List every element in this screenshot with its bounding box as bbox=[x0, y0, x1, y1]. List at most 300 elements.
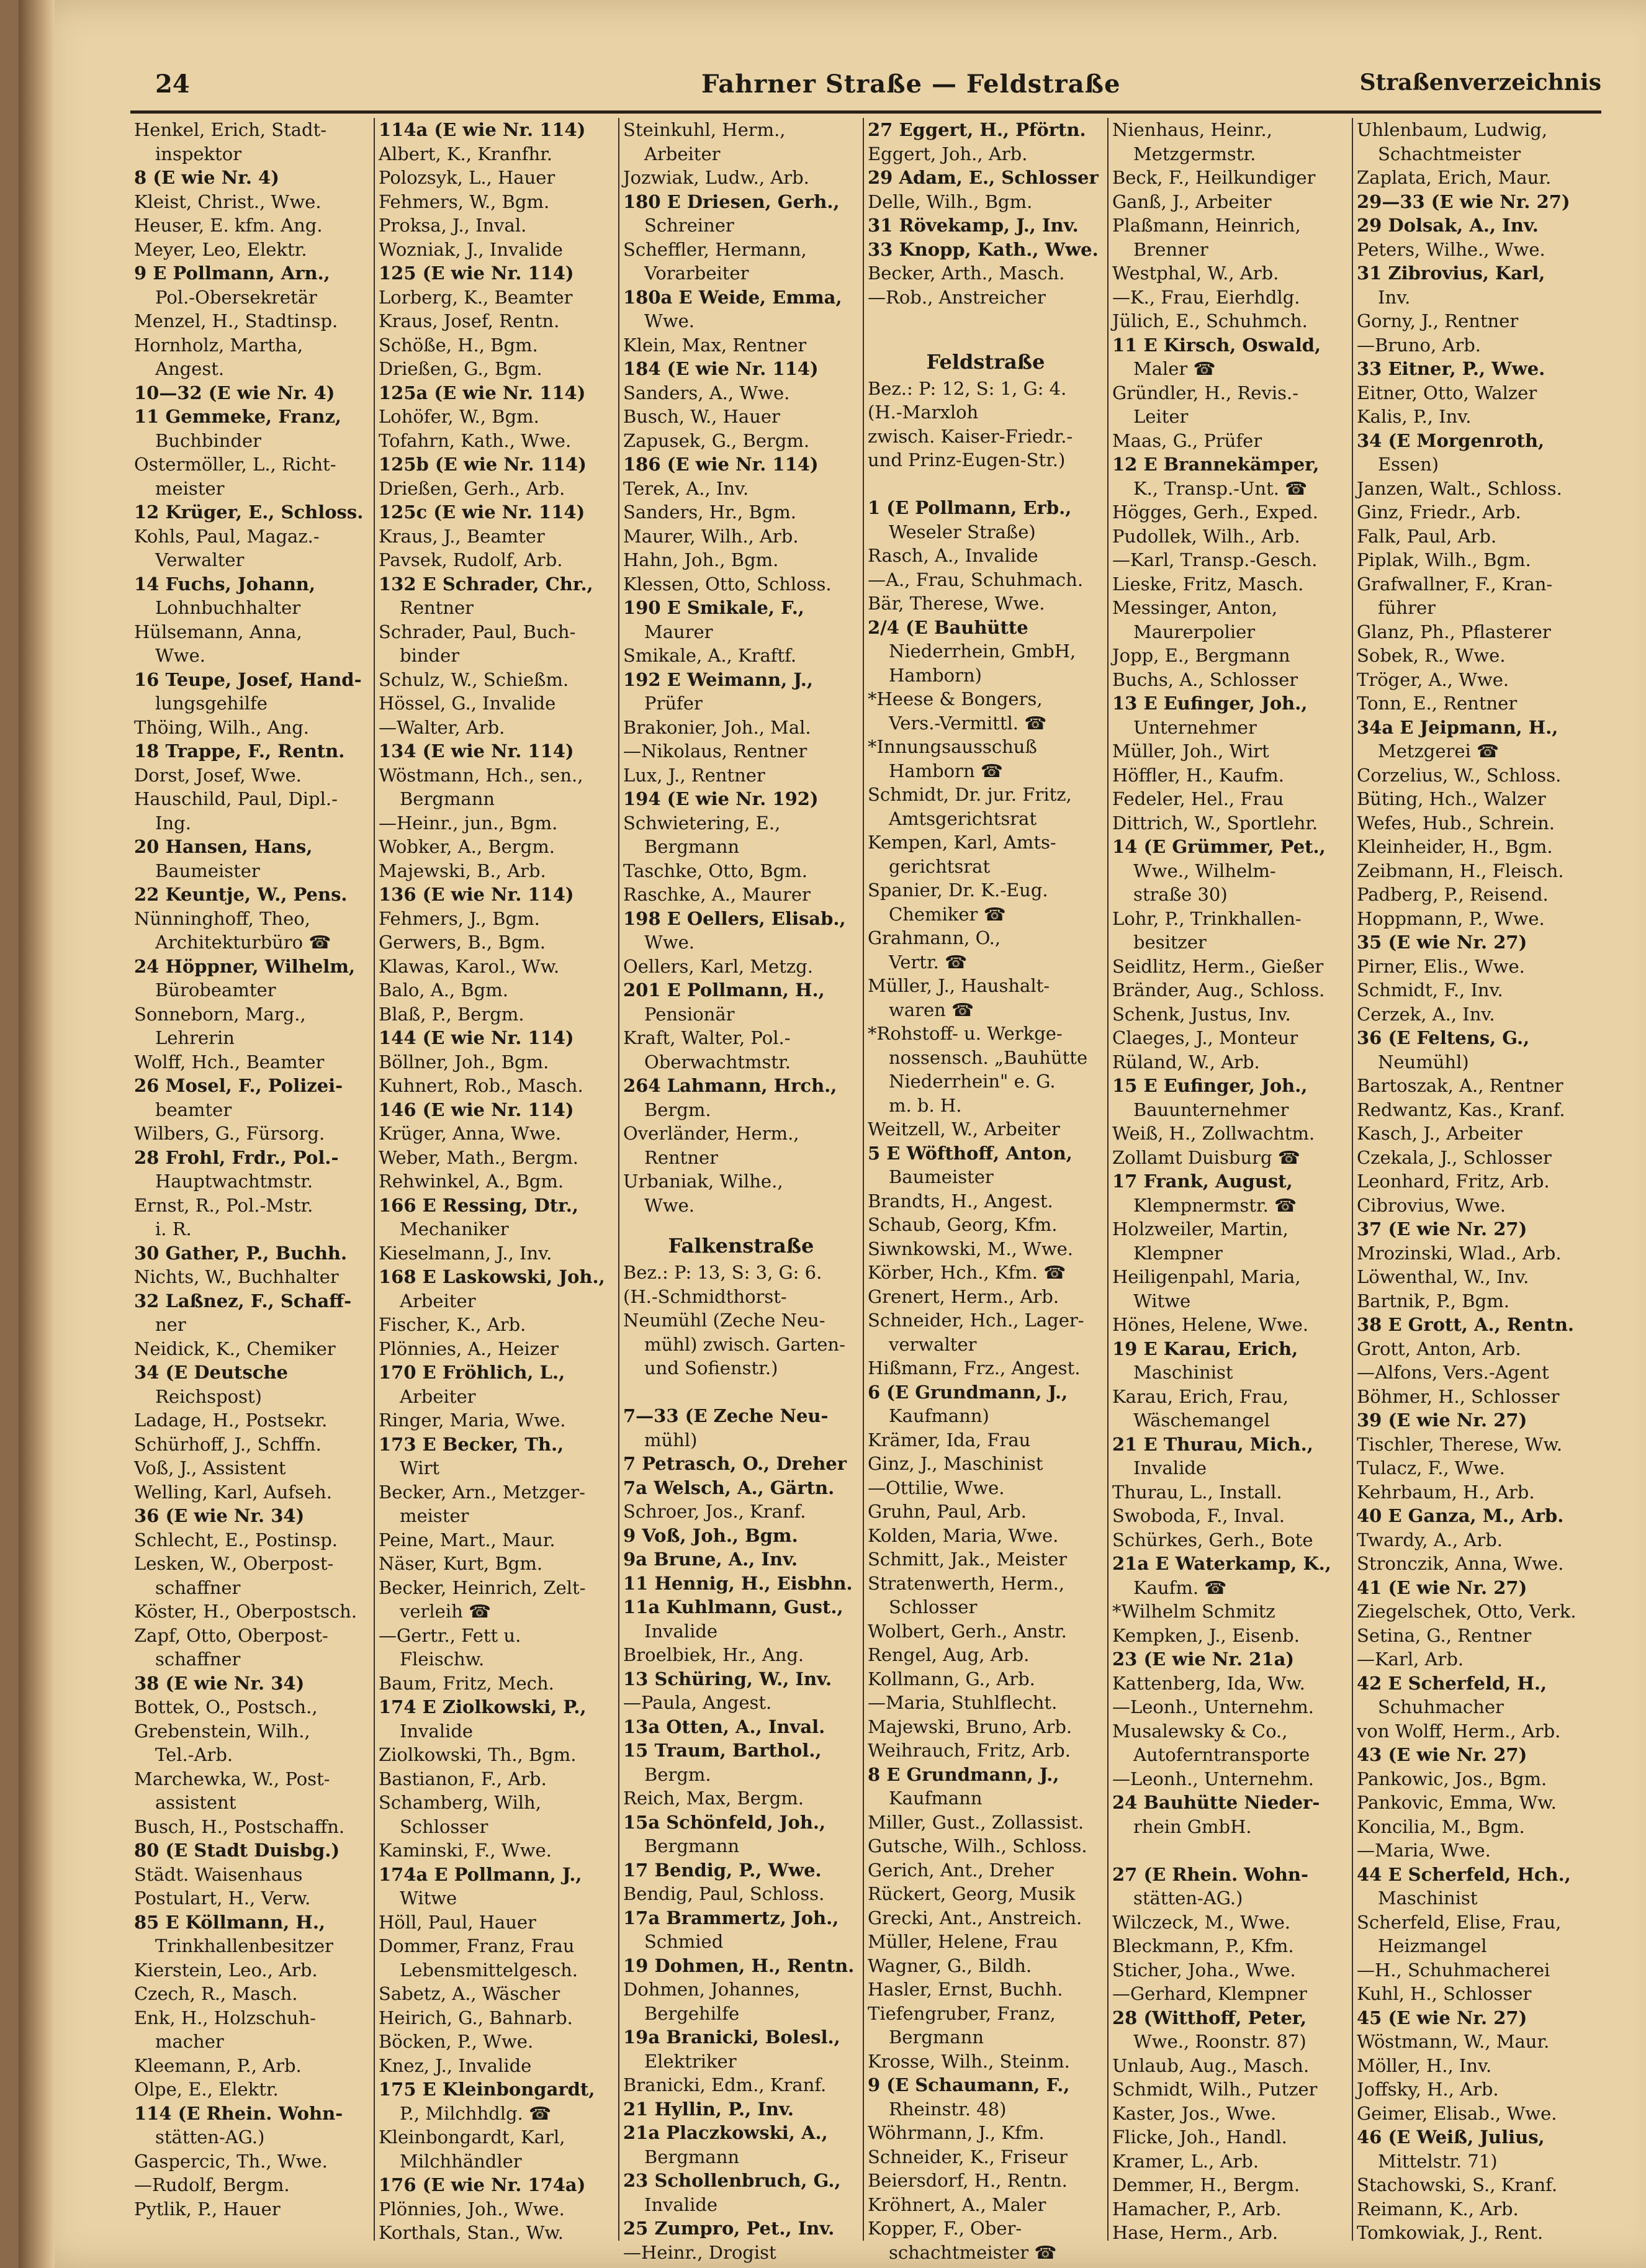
directory-entry: und Sofienstr.) bbox=[644, 1357, 778, 1379]
directory-entry: Tulacz, F., Wwe. bbox=[1357, 1457, 1505, 1478]
directory-entry: Demmer, H., Bergm. bbox=[1112, 2174, 1300, 2195]
directory-entry: meister bbox=[400, 1505, 469, 1526]
directory-entry: Wwe. bbox=[644, 1194, 695, 1216]
directory-entry: 7—33 (E Zeche Neu- bbox=[623, 1405, 829, 1426]
directory-entry: —Rudolf, Bergm. bbox=[134, 2174, 290, 2195]
directory-entry: Plönnies, A., Heizer bbox=[379, 1338, 559, 1359]
directory-entry: 29 Dolsak, A., Inv. bbox=[1357, 215, 1539, 236]
directory-entry: 17a Brammertz, Joh., bbox=[623, 1907, 839, 1928]
directory-entry: Körber, Hch., Kfm. ☎ bbox=[868, 1262, 1066, 1283]
directory-entry: Bastianon, F., Arb. bbox=[379, 1768, 547, 1789]
column-2 bbox=[374, 118, 618, 2241]
directory-entry: Kalis, P., Inv. bbox=[1357, 406, 1472, 427]
directory-entry: 125a (E wie Nr. 114) bbox=[379, 382, 586, 403]
directory-entry: Hauptwachtmstr. bbox=[155, 1171, 313, 1192]
directory-entry: —Heinr., jun., Bgm. bbox=[379, 812, 558, 834]
directory-entry: Architekturbüro ☎ bbox=[155, 932, 331, 953]
directory-entry: Vers.-Vermittl. ☎ bbox=[889, 712, 1047, 734]
directory-entry: Kaminski, F., Wwe. bbox=[379, 1840, 552, 1861]
directory-entry: 9 (E Schaumann, F., bbox=[868, 2074, 1070, 2095]
directory-entry: 25 Zumpro, Pet., Inv. bbox=[623, 2218, 835, 2239]
directory-entry: Padberg, P., Reisend. bbox=[1357, 884, 1549, 905]
directory-entry: P., Milchhdlg. ☎ bbox=[400, 2102, 552, 2124]
directory-entry: 17 Bendig, P., Wwe. bbox=[623, 1859, 822, 1881]
directory-entry: mühl) bbox=[644, 1429, 698, 1451]
directory-entry: Neidick, K., Chemiker bbox=[134, 1338, 336, 1359]
directory-entry: Gutsche, Wilh., Schloss. bbox=[868, 1835, 1087, 1856]
directory-entry: Plaßmann, Heinrich, bbox=[1112, 215, 1301, 236]
directory-entry: Wwe. bbox=[644, 932, 695, 953]
directory-entry: Metzgermstr. bbox=[1133, 143, 1256, 164]
directory-entry: Kieselmann, J., Inv. bbox=[379, 1242, 552, 1264]
directory-entry: Prüfer bbox=[644, 693, 703, 714]
directory-entry: 31 Zibrovius, Karl, bbox=[1357, 263, 1545, 284]
directory-entry: Hahn, Joh., Bgm. bbox=[623, 549, 779, 570]
directory-entry: Dittrich, W., Sportlehr. bbox=[1112, 812, 1318, 834]
directory-entry: 264 Lahmann, Hrch., bbox=[623, 1075, 837, 1096]
directory-entry: 173 E Becker, Th., bbox=[379, 1433, 564, 1455]
directory-entry: 166 E Ressing, Dtr., bbox=[379, 1194, 578, 1216]
directory-entry: Reimann, K., Arb. bbox=[1357, 2198, 1519, 2220]
directory-entry: ner bbox=[155, 1314, 186, 1335]
directory-entry: 1 (E Pollmann, Erb., bbox=[868, 497, 1072, 518]
directory-entry: Sobek, R., Wwe. bbox=[1357, 645, 1506, 666]
directory-entry: Schmitt, Jak., Meister bbox=[868, 1549, 1068, 1570]
directory-entry: 33 Knopp, Kath., Wwe. bbox=[868, 238, 1099, 260]
directory-entry: Karau, Erich, Frau, bbox=[1112, 1385, 1289, 1407]
directory-entry: Plönnies, Joh., Wwe. bbox=[379, 2198, 565, 2220]
directory-entry: Hase, Herm., Arb. bbox=[1112, 2222, 1279, 2243]
directory-entry: 21 E Thurau, Mich., bbox=[1112, 1433, 1313, 1455]
directory-entry: Schenk, Justus, Inv. bbox=[1112, 1003, 1291, 1025]
directory-entry: Kleinheider, H., Bgm. bbox=[1357, 836, 1553, 857]
directory-entry: Thöing, Wilh., Ang. bbox=[134, 716, 310, 738]
directory-entry: Ziolkowski, Th., Bgm. bbox=[379, 1744, 577, 1765]
directory-entry: 175 E Kleinbongardt, bbox=[379, 2079, 595, 2100]
directory-entry: *Rohstoff- u. Werkge- bbox=[868, 1023, 1063, 1044]
directory-entry: Müller, J., Haushalt- bbox=[868, 975, 1050, 996]
directory-entry: 46 (E Weiß, Julius, bbox=[1357, 2126, 1545, 2148]
directory-entry: Meyer, Leo, Elektr. bbox=[134, 238, 307, 260]
directory-entry: Witwe bbox=[1133, 1290, 1191, 1312]
directory-entry: Sabetz, A., Wäscher bbox=[379, 1983, 560, 2004]
directory-entry: Schaub, Georg, Kfm. bbox=[868, 1214, 1058, 1235]
directory-entry: Schroer, Jos., Kranf. bbox=[623, 1501, 806, 1522]
directory-entry: Wöhrmann, J., Kfm. bbox=[868, 2122, 1045, 2143]
directory-entry: Köster, H., Oberpostsch. bbox=[134, 1601, 358, 1622]
directory-entry: Welling, Karl, Aufseh. bbox=[134, 1481, 332, 1503]
directory-entry: Kaufm. ☎ bbox=[1133, 1577, 1227, 1598]
directory-entry: Albert, K., Kranfhr. bbox=[379, 143, 553, 164]
directory-entry: Becker, Arth., Masch. bbox=[868, 263, 1065, 284]
directory-entry: Tel.-Arb. bbox=[155, 1744, 233, 1765]
directory-entry: Koncilia, M., Bgm. bbox=[1357, 1816, 1525, 1837]
directory-entry: 198 E Oellers, Elisab., bbox=[623, 907, 846, 929]
directory-entry: Kaufmann bbox=[889, 1788, 983, 1809]
directory-entry: Blaß, P., Bergm. bbox=[379, 1003, 524, 1025]
directory-entry: —A., Frau, Schuhmach. bbox=[868, 569, 1084, 590]
directory-entry: —H., Schuhmacherei bbox=[1357, 1959, 1550, 1981]
directory-entry: m. b. H. bbox=[889, 1094, 962, 1116]
directory-entry: Jülich, E., Schuhmch. bbox=[1112, 310, 1308, 331]
directory-entry: Kaufmann) bbox=[889, 1405, 989, 1426]
directory-entry: Essen) bbox=[1378, 454, 1439, 475]
directory-entry: Lesken, W., Oberpost- bbox=[134, 1553, 334, 1574]
directory-entry: 16 Teupe, Josef, Hand- bbox=[134, 668, 362, 690]
directory-entry: Bergmann bbox=[644, 2146, 740, 2167]
directory-entry: Joffsky, H., Arb. bbox=[1357, 2079, 1499, 2100]
directory-entry: 13a Otten, A., Inval. bbox=[623, 1716, 825, 1737]
directory-entry: Pankovic, Emma, Ww. bbox=[1357, 1792, 1557, 1813]
directory-entry: 42 E Scherfeld, H., bbox=[1357, 1672, 1547, 1694]
directory-entry: —Bruno, Arb. bbox=[1357, 334, 1482, 356]
directory-entry: und Prinz-Eugen-Str.) bbox=[868, 449, 1066, 470]
directory-entry bbox=[864, 472, 1107, 497]
directory-entry: 24 Bauhütte Nieder- bbox=[1112, 1792, 1320, 1813]
directory-entry: Rengel, Aug, Arb. bbox=[868, 1644, 1030, 1665]
directory-entry: Weiß, H., Zollwachtm. bbox=[1112, 1123, 1315, 1144]
directory-entry: Zaplata, Erich, Maur. bbox=[1357, 167, 1552, 188]
directory-entry: Delle, Wilh., Bgm. bbox=[868, 191, 1033, 212]
directory-entry: Invalide bbox=[400, 1720, 474, 1742]
directory-entry: Nichts, W., Buchhalter bbox=[134, 1266, 339, 1287]
directory-entry: Glanz, Ph., Pflasterer bbox=[1357, 621, 1551, 642]
directory-entry: Claeges, J., Monteur bbox=[1112, 1027, 1298, 1048]
directory-entry: Kasch, J., Arbeiter bbox=[1357, 1123, 1522, 1144]
directory-entry: beamter bbox=[155, 1099, 232, 1120]
directory-entry: verwalter bbox=[889, 1333, 977, 1355]
directory-entry: Neumühl (Zeche Neu- bbox=[623, 1310, 825, 1331]
directory-entry: Nienhaus, Heinr., bbox=[1112, 119, 1272, 140]
directory-entry: Janzen, Walt., Schloss. bbox=[1357, 477, 1562, 499]
directory-entry: Piplak, Wilh., Bgm. bbox=[1357, 549, 1531, 570]
directory-entry: Kleist, Christ., Wwe. bbox=[134, 191, 322, 212]
directory-entry: 19 Dohmen, H., Rentn. bbox=[623, 1955, 855, 1976]
directory-entry: *Wilhelm Schmitz bbox=[1112, 1601, 1275, 1622]
directory-entry: Schmidt, Wilh., Putzer bbox=[1112, 2079, 1318, 2100]
directory-entry: Bendig, Paul, Schloss. bbox=[623, 1883, 825, 1904]
directory-entry: —K., Frau, Eierhdlg. bbox=[1112, 286, 1300, 308]
directory-entry: Lebensmittelgesch. bbox=[400, 1959, 578, 1981]
directory-entry: —Karl, Transp.-Gesch. bbox=[1112, 549, 1318, 570]
directory-entry: Müller, Helene, Frau bbox=[868, 1931, 1058, 1952]
directory-entry: Schreiner bbox=[644, 215, 734, 236]
directory-entry: Trinkhallenbesitzer bbox=[155, 1935, 333, 1956]
directory-entry: Schlosser bbox=[889, 1596, 978, 1618]
directory-entry: Metzgerei ☎ bbox=[1378, 740, 1500, 762]
directory-entry: 184 (E wie Nr. 114) bbox=[623, 358, 819, 379]
directory-entry: 21 Hyllin, P., Inv. bbox=[623, 2098, 794, 2120]
directory-entry: Rüland, W., Arb. bbox=[1112, 1051, 1260, 1073]
directory-entry: Bez.: P: 12, S: 1, G: 4. bbox=[868, 377, 1067, 399]
directory-entry: Angest. bbox=[155, 358, 225, 379]
directory-entry: zwisch. Kaiser-Friedr.- bbox=[868, 425, 1073, 447]
directory-entry: Redwantz, Kas., Kranf. bbox=[1357, 1099, 1565, 1120]
directory-entry: Hamborn ☎ bbox=[889, 760, 1003, 781]
directory-entry: 28 Frohl, Frdr., Pol.- bbox=[134, 1146, 339, 1168]
directory-entry: Rentner bbox=[400, 597, 474, 618]
directory-entry: Bez.: P: 13, S: 3, G: 6. bbox=[623, 1262, 822, 1283]
directory-entry: führer bbox=[1378, 597, 1436, 618]
directory-entry: Raschke, A., Maurer bbox=[623, 884, 811, 905]
directory-entry: 44 E Scherfeld, Hch., bbox=[1357, 1863, 1571, 1885]
directory-entry: Stratenwerth, Herm., bbox=[868, 1572, 1065, 1594]
directory-entry: 9a Brune, A., Inv. bbox=[623, 1549, 798, 1570]
directory-entry: Schürhoff, J., Schffn. bbox=[134, 1433, 322, 1455]
directory-entry: Invalide bbox=[1133, 1457, 1207, 1478]
directory-entry: 9 E Pollmann, Arn., bbox=[134, 263, 330, 284]
column-5 bbox=[1107, 118, 1352, 2241]
directory-entry: lungsgehilfe bbox=[155, 693, 268, 714]
directory-entry: Busch, H., Postschaffn. bbox=[134, 1816, 345, 1837]
directory-entry: Fleischw. bbox=[400, 1649, 485, 1670]
directory-entry: Becker, Heinrich, Zelt- bbox=[379, 1577, 586, 1598]
directory-entry: Drießen, G., Bgm. bbox=[379, 358, 542, 379]
directory-entry: Gründler, H., Revis.- bbox=[1112, 382, 1298, 403]
directory-entry: Swoboda, F., Inval. bbox=[1112, 1505, 1285, 1526]
directory-entry: Schachtmeister bbox=[1378, 143, 1521, 164]
directory-entry: Oberwachtmstr. bbox=[644, 1051, 791, 1073]
directory-entry: Arbeiter bbox=[644, 143, 721, 164]
directory-entry: Scherfeld, Elise, Frau, bbox=[1357, 1911, 1562, 1933]
directory-entry: Kohls, Paul, Magaz.- bbox=[134, 525, 320, 547]
directory-entry: —Nikolaus, Rentner bbox=[623, 740, 807, 762]
directory-entry: Kuhnert, Rob., Masch. bbox=[379, 1075, 583, 1096]
directory-entry: Knez, J., Invalide bbox=[379, 2054, 532, 2076]
directory-entry: Schrader, Paul, Buch- bbox=[379, 621, 576, 642]
directory-entry: Miller, Gust., Zollassist. bbox=[868, 1811, 1084, 1833]
directory-entry: Hoppmann, P., Wwe. bbox=[1357, 907, 1545, 929]
directory-entry: 8 (E wie Nr. 4) bbox=[134, 167, 279, 188]
directory-entry: Kempen, Karl, Amts- bbox=[868, 832, 1056, 853]
directory-entry: Wobker, A., Bergm. bbox=[379, 836, 555, 857]
directory-entry: Unlaub, Aug., Masch. bbox=[1112, 2054, 1310, 2076]
directory-entry: 132 E Schrader, Chr., bbox=[379, 573, 593, 595]
directory-entry: 176 (E wie Nr. 174a) bbox=[379, 2174, 586, 2195]
directory-entry: Busch, W., Hauer bbox=[623, 406, 780, 427]
directory-entry: 180 E Driesen, Gerh., bbox=[623, 191, 840, 212]
directory-entry: Kolden, Maria, Wwe. bbox=[868, 1524, 1059, 1546]
directory-entry: 5 E Wöfthoff, Anton, bbox=[868, 1142, 1073, 1164]
directory-entry: Wolff, Hch., Beamter bbox=[134, 1051, 325, 1073]
directory-entry: Klein, Max, Rentner bbox=[623, 334, 807, 356]
column-3 bbox=[618, 118, 863, 2263]
directory-entry: Wilczeck, M., Wwe. bbox=[1112, 1911, 1291, 1933]
directory-entry: Eggert, Joh., Arb. bbox=[868, 143, 1028, 164]
directory-entry: Ginz, J., Maschinist bbox=[868, 1453, 1043, 1474]
directory-entry: Weseler Straße) bbox=[889, 521, 1036, 542]
directory-entry: 37 (E wie Nr. 27) bbox=[1357, 1218, 1527, 1240]
directory-entry: 125c (E wie Nr. 114) bbox=[379, 502, 585, 523]
directory-entry: 80 (E Stadt Duisbg.) bbox=[134, 1840, 340, 1861]
directory-entry: Grebenstein, Wilh., bbox=[134, 1720, 310, 1742]
directory-entry: Hönes, Helene, Wwe. bbox=[1112, 1314, 1309, 1335]
directory-entry: 41 (E wie Nr. 27) bbox=[1357, 1577, 1527, 1598]
directory-entry: Schulz, W., Schießm. bbox=[379, 668, 569, 690]
directory-entry: 9 Voß, Joh., Bgm. bbox=[623, 1524, 798, 1546]
directory-entry: Wöstmann, Hch., sen., bbox=[379, 764, 583, 786]
directory-entry: Bergm. bbox=[644, 1763, 711, 1785]
directory-entry: Schöße, H., Bgm. bbox=[379, 334, 538, 356]
directory-entry: gerichtsrat bbox=[889, 855, 991, 877]
directory-entry: Hamacher, P., Arb. bbox=[1112, 2198, 1282, 2220]
directory-entry: Brandts, H., Angest. bbox=[868, 1190, 1053, 1212]
directory-entry: Mittelstr. 71) bbox=[1378, 2150, 1498, 2172]
directory-entry bbox=[1109, 1838, 1352, 1863]
directory-entry: Kraft, Walter, Pol.- bbox=[623, 1027, 791, 1048]
directory-entry: Buchs, A., Schlosser bbox=[1112, 668, 1298, 690]
directory-entry: Bauunternehmer bbox=[1133, 1099, 1289, 1120]
directory-entry: Spanier, Dr. K.-Eug. bbox=[868, 880, 1048, 901]
directory-entry: Kröhnert, A., Maler bbox=[868, 2194, 1046, 2215]
directory-entry: Uhlenbaum, Ludwig, bbox=[1357, 119, 1548, 140]
directory-entry: Rehwinkel, A., Bgm. bbox=[379, 1171, 564, 1192]
directory-entry: Bränder, Aug., Schloss. bbox=[1112, 979, 1325, 1001]
directory-entry: Schneider, Hch., Lager- bbox=[868, 1310, 1084, 1331]
directory-entry: 201 E Pollmann, H., bbox=[623, 979, 825, 1001]
directory-entry: 28 (Witthoff, Peter, bbox=[1112, 2007, 1307, 2028]
directory-entry: Sonneborn, Marg., bbox=[134, 1003, 306, 1025]
directory-entry: Grott, Anton, Arb. bbox=[1357, 1338, 1521, 1359]
directory-entry: Fehmers, J., Bgm. bbox=[379, 907, 540, 929]
directory-entry: Näser, Kurt, Bgm. bbox=[379, 1553, 543, 1574]
directory-entry bbox=[619, 1380, 863, 1405]
directory-entry: Tomkowiak, J., Rent. bbox=[1357, 2222, 1544, 2243]
directory-entry: 27 (E Rhein. Wohn- bbox=[1112, 1863, 1309, 1885]
directory-entry: Dommer, Franz, Frau bbox=[379, 1935, 575, 1956]
directory-entry: Vorarbeiter bbox=[644, 263, 749, 284]
directory-entry: 30 Gather, P., Buchh. bbox=[134, 1242, 348, 1264]
directory-entry: Ringer, Maria, Wwe. bbox=[379, 1410, 566, 1431]
directory-entry: 114 (E Rhein. Wohn- bbox=[134, 2102, 343, 2124]
directory-entry bbox=[864, 309, 1107, 333]
directory-entry: Lohr, P., Trinkhallen- bbox=[1112, 907, 1302, 929]
directory-entry: Schmied bbox=[644, 1931, 724, 1952]
directory-entry: Branicki, Edm., Kranf. bbox=[623, 2074, 827, 2095]
directory-entry: Pol.-Obersekretär bbox=[155, 286, 317, 308]
directory-entry: Lehrerin bbox=[155, 1027, 235, 1048]
directory-entry: Rasch, A., Invalide bbox=[868, 545, 1038, 566]
directory-entry: 8 E Grundmann, J., bbox=[868, 1763, 1059, 1785]
directory-entry: Gorny, J., Rentner bbox=[1357, 310, 1519, 331]
directory-entry: Leiter bbox=[1133, 406, 1189, 427]
directory-entry: Brenner bbox=[1133, 238, 1208, 260]
directory-entry: inspektor bbox=[155, 143, 242, 164]
directory-entry: 6 (E Grundmann, J., bbox=[868, 1381, 1068, 1403]
directory-entry: —Ottilie, Wwe. bbox=[868, 1477, 1005, 1498]
directory-entry: Thurau, L., Install. bbox=[1112, 1481, 1282, 1503]
directory-entry: 7a Welsch, A., Gärtn. bbox=[623, 1477, 835, 1498]
directory-entry: Urbaniak, Wilhe., bbox=[623, 1171, 783, 1192]
directory-entry: Schmidt, Dr. jur. Fritz, bbox=[868, 784, 1072, 805]
directory-entry: —Karl, Arb. bbox=[1357, 1649, 1464, 1670]
directory-entry: Inv. bbox=[1378, 286, 1411, 308]
directory-entry: 13 Schüring, W., Inv. bbox=[623, 1668, 832, 1690]
directory-entry: Ernst, R., Pol.-Mstr. bbox=[134, 1194, 313, 1216]
directory-entry: mühl) zwisch. Garten- bbox=[644, 1333, 845, 1355]
directory-entry: 19 E Karau, Erich, bbox=[1112, 1338, 1298, 1359]
directory-entry: —Paula, Angest. bbox=[623, 1692, 772, 1713]
directory-entry: 174a E Pollmann, J., bbox=[379, 1863, 582, 1885]
directory-entry: Kramer, L., Arb. bbox=[1112, 2150, 1259, 2172]
directory-entry: meister bbox=[155, 477, 225, 499]
directory-entry: Chemiker ☎ bbox=[889, 903, 1006, 925]
directory-entry: 134 (E wie Nr. 114) bbox=[379, 740, 574, 762]
directory-entry: Bergmann bbox=[644, 1835, 740, 1856]
directory-entry: rhein GmbH. bbox=[1133, 1816, 1252, 1837]
directory-entry: Wöstmann, W., Maur. bbox=[1357, 2031, 1550, 2052]
directory-entry: Wäschemangel bbox=[1133, 1410, 1270, 1431]
directory-entry: Maurer bbox=[644, 621, 713, 642]
directory-entry: Klempnermstr. ☎ bbox=[1133, 1194, 1297, 1216]
directory-entry: Baum, Fritz, Mech. bbox=[379, 1672, 554, 1694]
directory-entry: Cerzek, A., Inv. bbox=[1357, 1003, 1495, 1025]
directory-entry: —Alfons, Vers.-Agent bbox=[1357, 1362, 1549, 1383]
directory-entry: 11 E Kirsch, Oswald, bbox=[1112, 334, 1321, 356]
directory-entry: Krosse, Wilh., Steinm. bbox=[868, 2050, 1070, 2072]
directory-entry: —Gerhard, Klempner bbox=[1112, 1983, 1307, 2004]
directory-entry: Cibrovius, Wwe. bbox=[1357, 1194, 1506, 1216]
directory-entry: Höll, Paul, Hauer bbox=[379, 1911, 536, 1933]
directory-entry: Czech, R., Masch. bbox=[134, 1983, 298, 2004]
directory-entry: Steinkuhl, Herm., bbox=[623, 119, 786, 140]
directory-entry: Niederrhein" e. G. bbox=[889, 1071, 1056, 1092]
directory-entry: Scheffler, Hermann, bbox=[623, 238, 807, 260]
directory-entry: *Innungsausschuß bbox=[868, 736, 1037, 757]
directory-entry: —Maria, Stuhlflecht. bbox=[868, 1692, 1058, 1713]
directory-entry: Bergmann bbox=[889, 2027, 984, 2048]
directory-entry: 29—33 (E wie Nr. 27) bbox=[1357, 191, 1570, 212]
book-gutter bbox=[19, 0, 55, 2268]
directory-entry: Lohöfer, W., Bgm. bbox=[379, 406, 539, 427]
directory-entry: Tiefengruber, Franz, bbox=[868, 2002, 1056, 2024]
page-header bbox=[155, 70, 1601, 113]
directory-entry: Maurer, Wilh., Arb. bbox=[623, 525, 799, 547]
directory-entry: 168 E Laskowski, Joh., bbox=[379, 1266, 605, 1287]
directory-entry: Schuhmacher bbox=[1378, 1696, 1504, 1717]
directory-entry: Tonn, E., Rentner bbox=[1357, 693, 1518, 714]
directory-columns bbox=[130, 118, 1595, 2263]
directory-entry: Kattenberg, Ida, Ww. bbox=[1112, 1672, 1305, 1694]
directory-entry: 39 (E wie Nr. 27) bbox=[1357, 1410, 1527, 1431]
directory-entry: Niederrhein, GmbH, bbox=[889, 641, 1076, 662]
directory-entry: Schmidt, F., Inv. bbox=[1357, 979, 1503, 1001]
directory-entry: *Heese & Bongers, bbox=[868, 688, 1043, 709]
directory-entry: 114a (E wie Nr. 114) bbox=[379, 119, 586, 140]
directory-entry: Jozwiak, Ludw., Arb. bbox=[623, 167, 809, 188]
section-title: Straßenverzeichnis bbox=[1359, 70, 1601, 96]
directory-entry: Eitner, Otto, Walzer bbox=[1357, 382, 1537, 403]
directory-entry: Kierstein, Leo., Arb. bbox=[134, 1959, 318, 1981]
directory-entry: 43 (E wie Nr. 27) bbox=[1357, 1744, 1527, 1765]
directory-entry: Twardy, A., Arb. bbox=[1357, 1529, 1503, 1550]
directory-entry: Arbeiter bbox=[400, 1290, 476, 1312]
directory-entry: 36 (E Feltens, G., bbox=[1357, 1027, 1530, 1048]
directory-entry: Tischler, Therese, Ww. bbox=[1357, 1433, 1563, 1455]
directory-entry: Rheinstr. 48) bbox=[889, 2098, 1007, 2120]
directory-entry: Broelbiek, Hr., Ang. bbox=[623, 1644, 804, 1665]
directory-entry: Grafwallner, F., Kran- bbox=[1357, 573, 1553, 595]
directory-entry: 125 (E wie Nr. 114) bbox=[379, 263, 574, 284]
directory-entry: Baumeister bbox=[889, 1166, 994, 1187]
directory-entry: Ziegelschek, Otto, Verk. bbox=[1357, 1601, 1576, 1622]
directory-entry: 190 E Smikale, F., bbox=[623, 597, 804, 618]
directory-entry: Neumühl) bbox=[1378, 1051, 1469, 1073]
directory-entry: Grahmann, O., bbox=[868, 927, 1001, 948]
directory-entry: 10—32 (E wie Nr. 4) bbox=[134, 382, 335, 403]
directory-entry: Wirt bbox=[400, 1457, 440, 1478]
directory-entry: 32 Laßnez, F., Schaff- bbox=[134, 1290, 352, 1312]
